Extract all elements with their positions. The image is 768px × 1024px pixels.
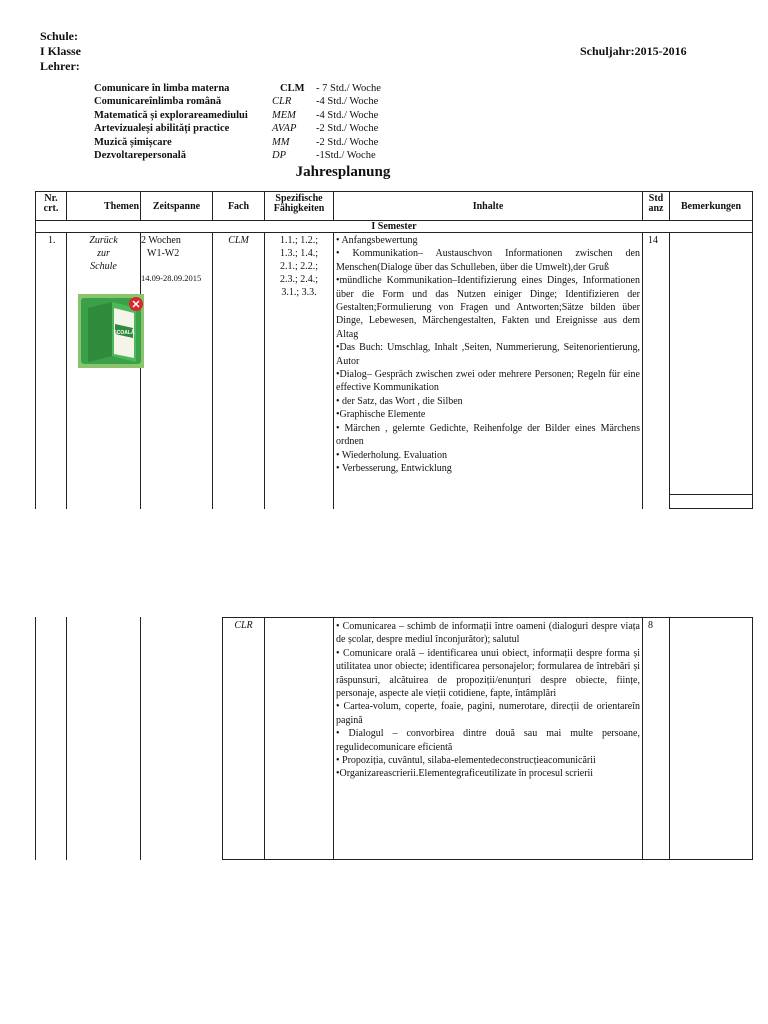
skill-line: 2.3.; 2.4.; — [279, 274, 319, 285]
school-year: Schuljahr:2015-2016 — [580, 44, 687, 58]
skills — [265, 234, 333, 299]
content-item: • der Satz, das Wort , die Silben — [336, 395, 463, 407]
subject-hours: -1Std./ Woche — [316, 149, 376, 161]
content-item: • Propoziția, cuvântul, silaba-elementedeconstrucțieacomunicării — [336, 755, 596, 767]
table-border — [333, 232, 334, 509]
header-themen-text: Themen — [104, 201, 139, 212]
subject-name: Comunicare în limba materna — [94, 83, 230, 94]
content-item: • Cartea-volum, coperte, foaie, pagini, numerotare, direcții de orientareîn pagină — [336, 701, 640, 726]
table-border — [66, 232, 67, 509]
skill-line: 2.1.; 2.2.; — [279, 261, 319, 272]
table-border — [222, 617, 223, 860]
school-label: Schule: — [40, 29, 79, 43]
table-border — [333, 617, 334, 860]
table-border — [752, 617, 753, 860]
subject-hours: - 7 Std./ Woche — [316, 83, 381, 94]
theme-line: zur — [97, 248, 110, 259]
skill-line: 1.3.; 1.4.; — [279, 248, 319, 259]
table-border — [642, 617, 643, 860]
content-item: • Anfangsbewertung — [336, 235, 418, 246]
subject-abbr: CLR — [272, 96, 292, 108]
content-item: •Graphische Elemente — [336, 409, 426, 421]
header-bemerkungen: Bemerkungen — [681, 201, 741, 212]
content-list — [336, 620, 640, 781]
content-item: • Kommunikation– Austauschvon Informationen zwischen den Menschen(Dialoge über das Schulleben, über die Umwelt),der Gruß — [336, 248, 640, 273]
duration: 2 Wochen — [141, 235, 181, 246]
subject-abbr: MEM — [272, 109, 296, 121]
subject-hours: -4 Std./ Woche — [316, 96, 379, 108]
table-border — [35, 617, 36, 860]
subject-name: Dezvoltarepersonală — [94, 149, 186, 161]
subject-hours: -2 Std./ Woche — [316, 136, 379, 148]
header-themen — [67, 202, 140, 212]
table-border — [642, 232, 643, 509]
hours-count: 14 — [648, 235, 658, 246]
subject-abbr: CLM — [280, 83, 305, 94]
subject-abbr: MM — [272, 136, 290, 148]
subject-abbr: DP — [272, 149, 286, 161]
header-inhalte: Inhalte — [472, 201, 504, 212]
content-list — [336, 234, 640, 475]
subject-abbr-cell: CLM — [228, 235, 249, 246]
content-item: • Dialogul – convorbirea dintre două sau mai multe persoane, regulidecomunicare eficientă — [336, 728, 640, 753]
content-item: •mündliche Kommunikation–Identifizierung eines Dinges, Informationen über die Form und das Nutzen einiger Dinge; Identifizieren der Gestalten;Formulierung von Fragen und Antworten;Sätze bilden über Dinge, Lebewesen, Märchengestalten, Fakten und Ereignisse aus dem Altag — [336, 275, 640, 340]
header-nr: Nr. crt. — [43, 193, 59, 214]
content-item: • Comunicarea – schimb de informații între oameni (dialoguri despre viața de școlar, despre mediul înconjurător); salutul — [336, 621, 640, 646]
semester-label: I Semester — [371, 221, 417, 232]
table-border — [669, 232, 670, 509]
skill-line: 3.1.; 3.3. — [281, 287, 317, 298]
table-border — [669, 617, 670, 860]
table-border — [35, 232, 752, 233]
header-zeitspanne: Zeitspanne — [152, 201, 201, 212]
table-border — [264, 617, 265, 860]
book-label: ŞCOALĂ — [113, 330, 135, 336]
subject-name: Comunicareînlimba română — [94, 96, 222, 108]
table-border — [669, 494, 752, 495]
table-border — [669, 508, 752, 509]
subject-hours: -4 Std./ Woche — [316, 109, 379, 121]
book-icon — [78, 294, 144, 368]
subject-name: Muzică șimișcare — [94, 136, 172, 148]
content-item: • Wiederholung. Evaluation — [336, 449, 447, 461]
skill-line: 1.1.; 1.2.; — [279, 235, 319, 246]
subject-name: Artevizualeși abilități practice — [94, 123, 230, 135]
subject-hours: -2 Std./ Woche — [316, 123, 379, 135]
subject-abbr-cell: CLR — [234, 620, 253, 631]
content-item: •Organizareascrierii.Elementegraficeutilizate în procesul scrierii — [336, 768, 594, 780]
table-border — [222, 859, 752, 860]
teacher-label: Lehrer: — [40, 59, 80, 73]
table-border — [222, 617, 752, 618]
subject-name: Matematică și explorareamediului — [94, 109, 248, 121]
table-border — [752, 191, 753, 509]
subject-abbr: AVAP — [272, 123, 297, 135]
content-item: • Comunicare orală – identificarea unui obiect, informații despre forma și utilitatea unor obiecte; identificarea personajelor; formularea de întrebări și răspunsuri, alcătuirea de propoziții/enunțuri despre obiecte, ființe, personaje, aspecte ale vieții cotidiene, fapte, întâmplări — [336, 647, 640, 700]
table-border — [35, 191, 752, 192]
weeks: W1-W2 — [147, 248, 180, 259]
theme-line: Zurück — [89, 235, 118, 246]
table-border — [35, 191, 36, 509]
hours-count: 8 — [648, 620, 653, 631]
dates: 14.09-28.09.2015 — [141, 273, 202, 283]
table-border — [140, 617, 141, 860]
content-item: • Verbesserung, Entwicklung — [336, 462, 452, 474]
table-border — [66, 617, 67, 860]
page-title: Jahresplanung — [295, 164, 391, 180]
table-border — [212, 232, 213, 509]
header-fach: Fach — [227, 201, 250, 212]
content-item: •Dialog– Gespräch zwischen zwei oder mehrere Personen; Regeln für eine effective Kommunikation — [336, 369, 640, 394]
class-label: I Klasse — [40, 44, 82, 58]
theme-title — [67, 234, 140, 273]
header-faehigkeiten: Spezifische Fähigkeiten — [273, 193, 325, 214]
theme-line: Schule — [90, 261, 117, 272]
header-std: Std anz — [648, 193, 664, 214]
content-item: • Märchen , gelernte Gedichte, Reihenfolge der Bilder eines Märchens ordnen — [336, 422, 640, 448]
content-item: •Das Buch: Umschlag, Inhalt ,Seiten, Nummerierung, Seitenorientierung, Autor — [336, 342, 640, 367]
row-number: 1. — [48, 235, 56, 246]
